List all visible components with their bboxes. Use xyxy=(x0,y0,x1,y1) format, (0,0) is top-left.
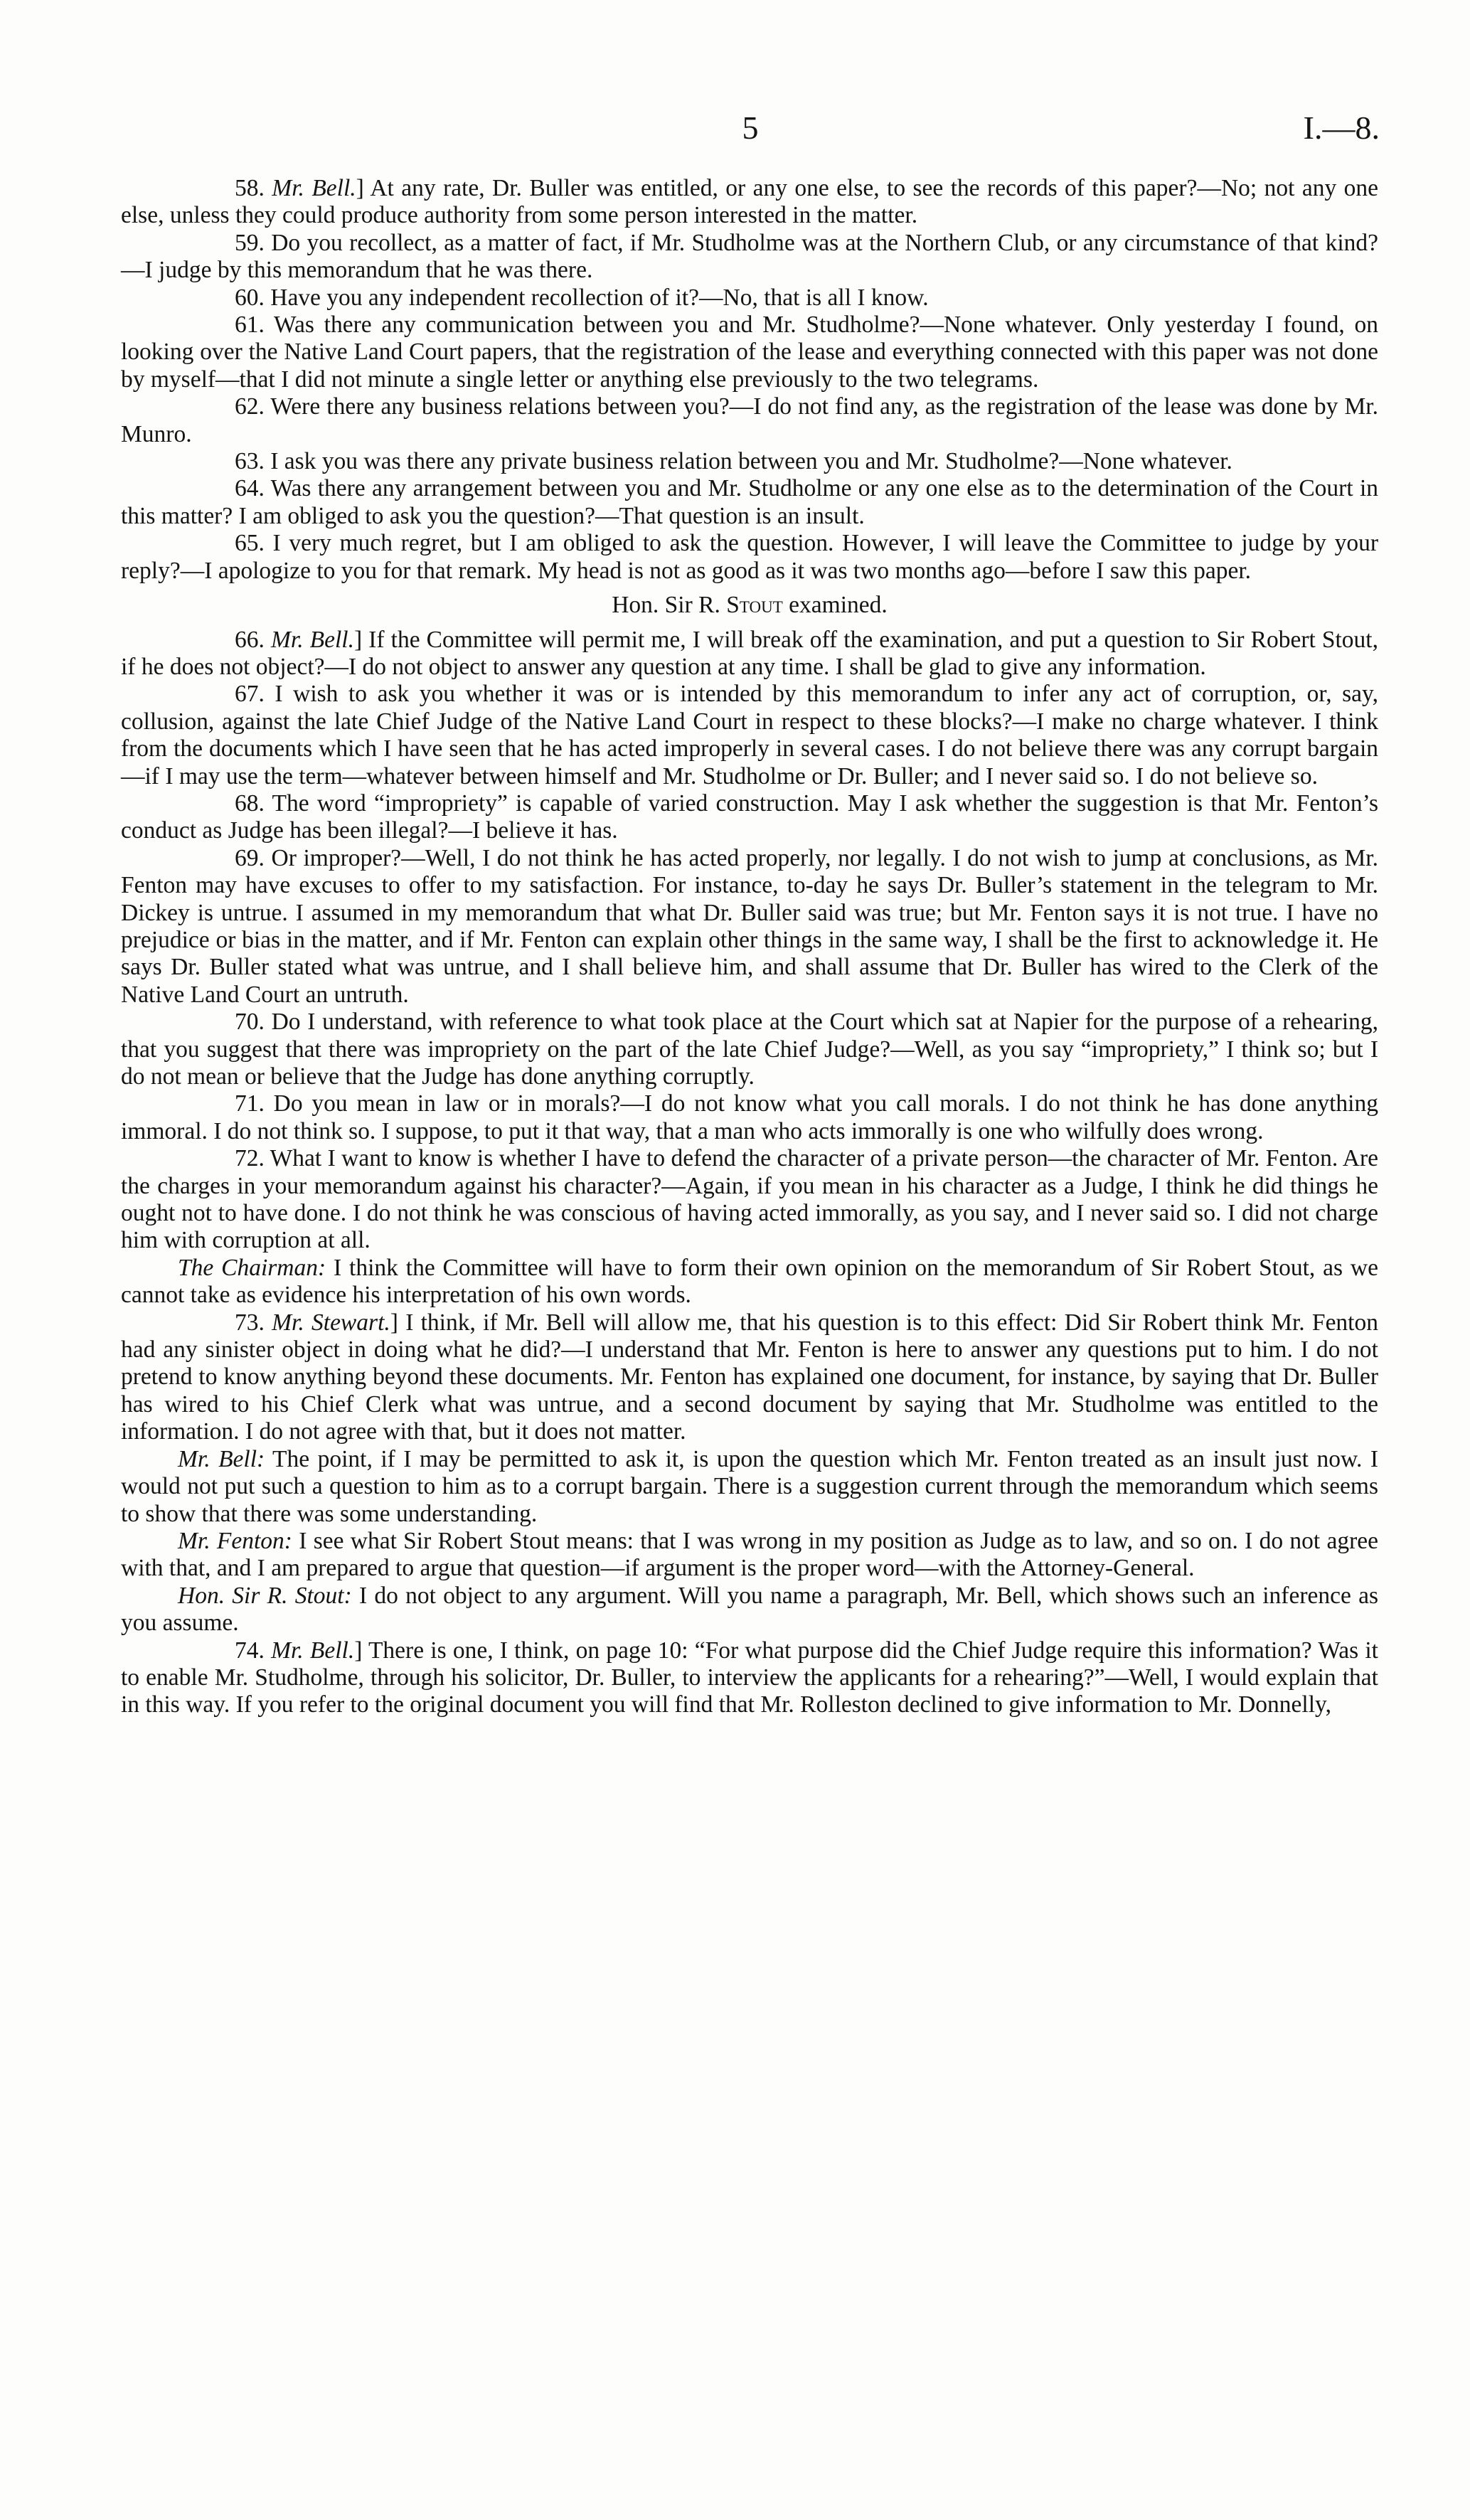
speech-paragraph xyxy=(121,1528,1378,1583)
speaker-name: Mr. Bell. xyxy=(270,626,354,653)
question-number: 62. xyxy=(235,393,265,420)
question-paragraph xyxy=(121,1090,1378,1145)
question-number: 68. xyxy=(235,790,265,817)
question-paragraph xyxy=(121,845,1378,1009)
speaker-bracket: ] xyxy=(356,175,364,201)
page-number: 5 xyxy=(742,110,759,146)
question-number: 63. xyxy=(235,448,265,475)
question-paragraph xyxy=(121,1309,1378,1446)
answer-text: Was there any communication between you and Mr. Studholme?—None whatever. Only yesterday I found, on looking over the Native Land Court papers, that the registration of the lease and everything connected with this paper was not done by myself—that I did not minute a single letter or anything else previously to the two telegrams. xyxy=(121,312,1378,393)
answer-text: Were there any business relations between you?—I do not find any, as the registration of the lease was done by Mr. Munro. xyxy=(121,393,1378,447)
speaker-name: Mr. Bell. xyxy=(271,1637,355,1664)
question-paragraph xyxy=(121,790,1378,845)
answer-text: What I want to know is whether I have to defend the character of a private person—the character of Mr. Fenton. Are the charges in your memorandum against his character?—Again, if you mean in his character as a Judge, I think he did things he ought not to have done. I do not think he was conscious of having acted immorally, as you say, and I never said so. I did not charge him with corruption at all. xyxy=(121,1145,1378,1254)
speaker-name: The Chairman: xyxy=(178,1254,326,1281)
question-paragraph xyxy=(121,475,1378,530)
question-number: 59. xyxy=(235,229,265,256)
speaker-name: Mr. Bell: xyxy=(178,1445,265,1472)
question-number: 67. xyxy=(235,681,265,708)
question-paragraph xyxy=(121,1009,1378,1090)
question-number: 61. xyxy=(235,312,265,339)
speaker-name: Mr. Bell. xyxy=(272,175,356,201)
question-paragraph xyxy=(121,393,1378,448)
answer-text: I wish to ask you whether it was or is intended by this memorandum to infer any act of corruption, or, say, collusion, against the late Chief Judge of the Native Land Court in respect to these blocks?—I make no charge whatever. I think from the documents which I have seen that he has acted improperly in several cases. I do not believe there was any corrupt bargain—if I may use the term—whatever between himself and Mr. Studholme or Dr. Buller; and I never said so. I do not believe so. xyxy=(121,681,1378,790)
answer-text: Do you mean in law or in morals?—I do not know what you call morals. I do not think he has done anything immoral. I do not think so. I suppose, to put it that way, that a man who acts immorally is one who wilfully does wrong. xyxy=(121,1090,1378,1144)
speech-paragraph xyxy=(121,1255,1378,1309)
heading-prefix: Hon. Sir R. xyxy=(612,592,727,619)
speaker-bracket: ] xyxy=(390,1309,398,1336)
paper-reference: I.—8. xyxy=(1303,110,1380,146)
question-number: 64. xyxy=(235,475,265,502)
speech-text: I do not object to any argument. Will you name a paragraph, Mr. Bell, which shows such an inference as you assume. xyxy=(121,1582,1378,1637)
heading-name: Stout xyxy=(726,592,783,619)
question-number: 71. xyxy=(235,1090,265,1117)
answer-text: Do you recollect, as a matter of fact, if Mr. Studholme was at the Northern Club, or any circumstance of that kind?—I judge by this memorandum that he was there. xyxy=(121,229,1378,284)
speaker-bracket: ] xyxy=(354,626,363,653)
question-paragraph xyxy=(121,448,1378,475)
witness-heading xyxy=(121,585,1378,626)
speech-text: I see what Sir Robert Stout means: that I was wrong in my position as Judge as to law, and so on. I do not agree with that, and I am prepared to argue that question—if argument is the proper word—with the Attorney-General. xyxy=(121,1527,1379,1582)
speaker-name: Hon. Sir R. Stout: xyxy=(178,1582,352,1609)
question-paragraph xyxy=(121,230,1378,285)
question-paragraph xyxy=(121,530,1378,585)
answer-text: At any rate, Dr. Buller was entitled, or any one else, to see the records of this paper?—No; not any one else, unless they could produce authority from some person interested in the matter. xyxy=(121,175,1378,229)
question-paragraph xyxy=(121,285,1378,312)
answer-text: I very much regret, but I am obliged to ask the question. However, I will leave the Committee to judge by your reply?—I apologize to you for that remark. My head is not as good as it was two months ago—before I saw this paper. xyxy=(121,530,1378,584)
speech-paragraph xyxy=(121,1583,1378,1637)
answer-text: The word “impropriety” is capable of varied construction. May I ask whether the suggestion is that Mr. Fenton’s conduct as Judge has been illegal?—I believe it has. xyxy=(121,790,1378,844)
question-number: 60. xyxy=(235,284,265,311)
answer-text: I think, if Mr. Bell will allow me, that his question is to this effect: Did Sir Robert think Mr. Fenton had any sinister object in doing what he did?—I understand that Mr. Fenton is here to answer any questions put to him. I do not pretend to know anything beyond these documents. Mr. Fenton has explained one document, for instance, by saying that Dr. Buller has wired to his Chief Clerk what was untrue, and a second document by saying that Mr. Studholme was entitled to the information. I do not agree with that, but it does not matter. xyxy=(121,1309,1378,1445)
speaker-name: Mr. Fenton: xyxy=(178,1527,292,1554)
question-paragraph xyxy=(121,1145,1378,1255)
answer-text: Was there any arrangement between you and Mr. Studholme or any one else as to the determination of the Court in this matter? I am obliged to ask you the question?—That question is an insult. xyxy=(121,475,1378,529)
answer-text: If the Committee will permit me, I will break off the examination, and put a question to Sir Robert Stout, if he does not object?—I do not object to answer any question at any time. I shall be glad to give any information. xyxy=(121,626,1378,680)
question-number: 73. xyxy=(235,1309,265,1336)
heading-suffix: examined. xyxy=(782,592,888,619)
question-paragraph xyxy=(121,627,1378,681)
speech-paragraph xyxy=(121,1446,1378,1528)
question-number: 70. xyxy=(235,1009,265,1036)
question-number: 58. xyxy=(235,175,265,201)
answer-text: Do I understand, with reference to what took place at the Court which sat at Napier for the purpose of a rehearing, that you suggest that there was impropriety on the part of the late Chief Judge?—Well, as you say “impropriety,” I think so; but I do not mean or believe that the Judge has done anything corruptly. xyxy=(121,1009,1378,1090)
question-paragraph xyxy=(121,312,1378,393)
speech-text: I think the Committee will have to form their own opinion on the memorandum of Sir Robert Stout, as we cannot take as evidence his interpretation of his own words. xyxy=(121,1254,1378,1309)
question-paragraph xyxy=(121,175,1378,230)
page-header xyxy=(121,107,1380,149)
speaker-bracket: ] xyxy=(354,1637,363,1664)
question-number: 65. xyxy=(235,530,265,557)
answer-text: I ask you was there any private business relation between you and Mr. Studholme?—None whatever. xyxy=(264,448,1232,475)
evidence-transcript xyxy=(121,175,1378,1719)
question-number: 69. xyxy=(235,844,265,871)
question-number: 72. xyxy=(235,1145,265,1172)
question-paragraph xyxy=(121,681,1378,790)
speaker-name: Mr. Stewart. xyxy=(272,1309,390,1336)
answer-text: Or improper?—Well, I do not think he has acted properly, nor legally. I do not wish to jump at conclusions, as Mr. Fenton may have excuses to offer to my satisfaction. For instance, to-day he says Dr. Buller’s statement in the telegram to Mr. Dickey is untrue. I assumed in my memorandum that what Dr. Buller said was true; but Mr. Fenton says it is not true. I have no prejudice or bias in the matter, and if Mr. Fenton can explain other things in the same way, I shall be the first to acknowledge it. He says Dr. Buller stated what was untrue, and I shall believe him, and shall assume that Dr. Buller has wired to the Clerk of the Native Land Court an untruth. xyxy=(121,844,1378,1008)
answer-text: There is one, I think, on page 10: “For what purpose did the Chief Judge require this information? Was it to enable Mr. Studholme, through his solicitor, Dr. Buller, to interview the applicants for a rehearing?”—Well, I would explain that in this way. If you refer to the original document you will find that Mr. Rolleston declined to give information to Mr. Donnelly, xyxy=(121,1637,1378,1718)
question-number: 66. xyxy=(235,626,265,653)
question-number: 74. xyxy=(235,1637,265,1664)
speech-text: The point, if I may be permitted to ask it, is upon the question which Mr. Fenton treated as an insult just now. I would not put such a question to him as to a corrupt bargain. There is a suggestion current through the memorandum which seems to show that there was some understanding. xyxy=(121,1445,1378,1527)
answer-text: Have you any independent recollection of it?—No, that is all I know. xyxy=(264,284,929,311)
question-paragraph xyxy=(121,1637,1378,1719)
